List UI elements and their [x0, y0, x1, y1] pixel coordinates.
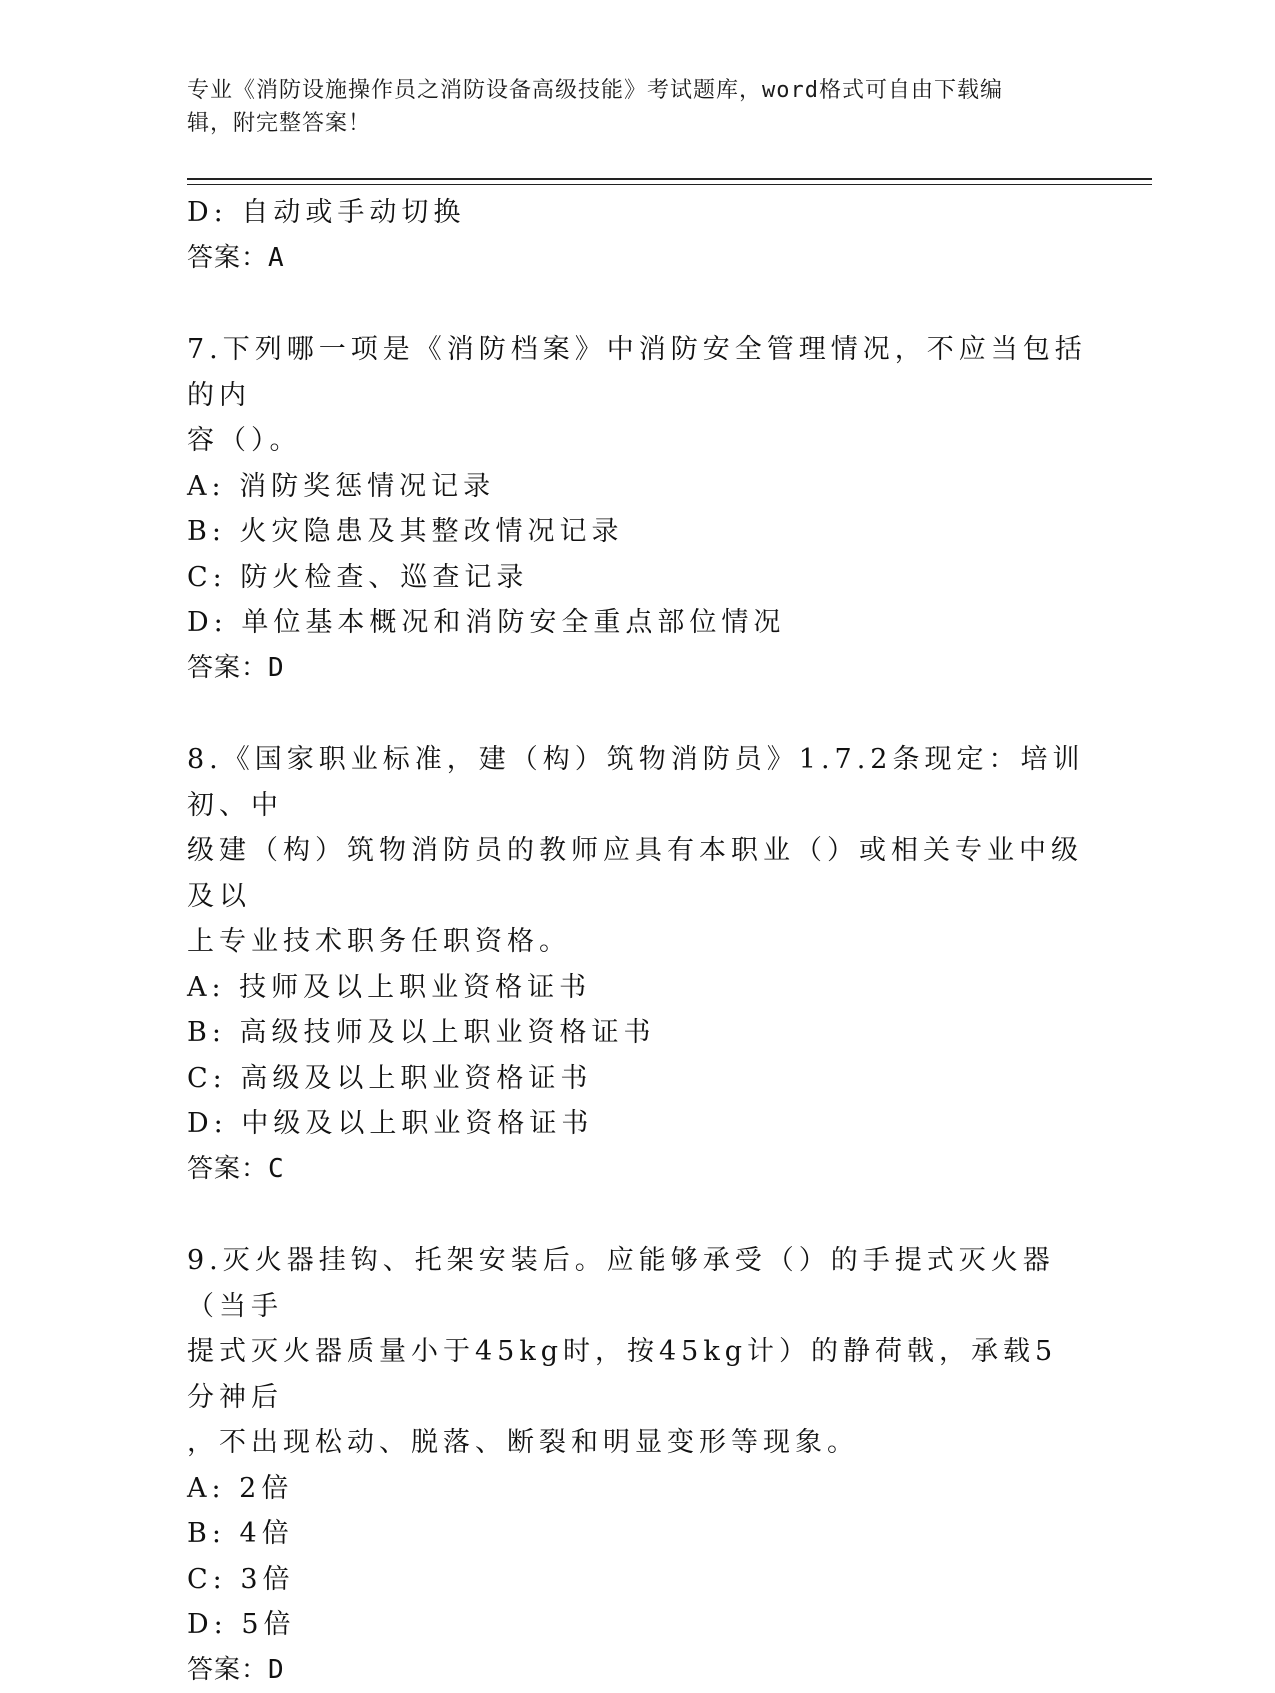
stem-line: 7.下列哪一项是《消防档案》中消防安全管理情况，不应当包括的内: [187, 327, 1087, 418]
option-b: B: 高级技师及以上职业资格证书: [187, 1010, 1087, 1056]
stem-line: 提式灭火器质量小于45kg时，按45kg计）的静荷戟，承载5分神后: [187, 1329, 1087, 1420]
answer-line: 答案：D: [187, 1648, 1087, 1693]
question-content: [187, 190, 1087, 1693]
option-d: D: 5倍: [187, 1602, 1087, 1648]
question-7: [187, 327, 1087, 691]
option-c: C: 3倍: [187, 1557, 1087, 1603]
option-a: A: 技师及以上职业资格证书: [187, 965, 1087, 1011]
header-note: [187, 74, 1067, 140]
stem-line: 级建（构）筑物消防员的教师应具有本职业（）或相关专业中级及以: [187, 828, 1087, 919]
question-8: [187, 737, 1087, 1192]
stem-line: 9.灭火器挂钩、托架安装后。应能够承受（）的手提式灭火器（当手: [187, 1238, 1087, 1329]
option-b: B: 4倍: [187, 1511, 1087, 1557]
option-c: C: 防火检查、巡查记录: [187, 555, 1087, 601]
question-9: [187, 1238, 1087, 1693]
question-stem: [187, 737, 1087, 965]
option-d: D: 中级及以上职业资格证书: [187, 1101, 1087, 1147]
question-stem: [187, 327, 1087, 464]
spacer: [187, 691, 1087, 737]
answer-line: 答案：A: [187, 236, 1087, 282]
header-divider-thick: [187, 178, 1152, 180]
option-d: D: 自动或手动切换: [187, 190, 1087, 236]
answer-line: 答案：D: [187, 646, 1087, 692]
stem-line: 上专业技术职务任职资格。: [187, 919, 1087, 965]
prev-question: [187, 190, 1087, 281]
stem-line: ，不出现松动、脱落、断裂和明显变形等现象。: [187, 1420, 1087, 1466]
question-stem: [187, 1238, 1087, 1466]
header-note-line2: 辑，附完整答案！: [187, 107, 1067, 140]
option-c: C: 高级及以上职业资格证书: [187, 1056, 1087, 1102]
header-divider-thin: [187, 184, 1152, 185]
option-d: D: 单位基本概况和消防安全重点部位情况: [187, 600, 1087, 646]
spacer: [187, 281, 1087, 327]
option-a: A: 消防奖惩情况记录: [187, 464, 1087, 510]
spacer: [187, 1192, 1087, 1238]
header-note-line1: 专业《消防设施操作员之消防设备高级技能》考试题库，word格式可自由下载编: [187, 74, 1067, 107]
answer-line: 答案：C: [187, 1147, 1087, 1193]
option-a: A: 2倍: [187, 1466, 1087, 1512]
stem-line: 容（）。: [187, 418, 1087, 464]
stem-line: 8.《国家职业标准，建（构）筑物消防员》1.7.2条现定：培训初、中: [187, 737, 1087, 828]
option-b: B: 火灾隐患及其整改情况记录: [187, 509, 1087, 555]
